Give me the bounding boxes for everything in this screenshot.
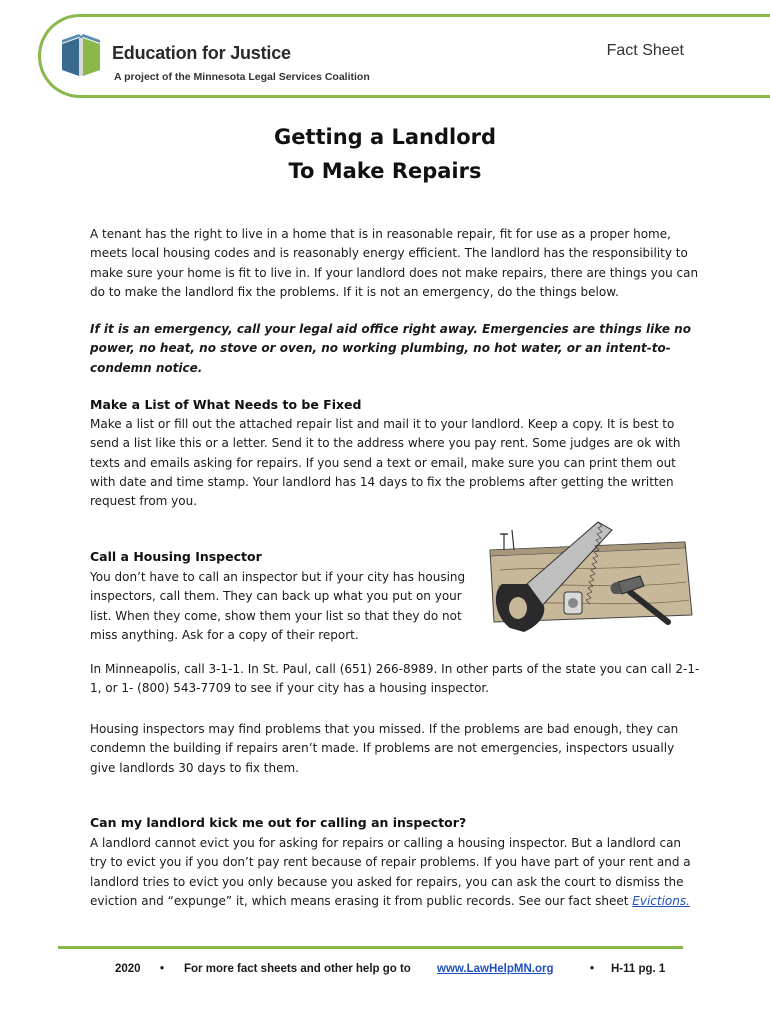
- emergency-paragraph: If it is an emergency, call your legal aid office right away. Emergencies are things like no power, no heat, no stove or oven, no working plumbing, no hot water, or an intent-to-condemn notice.: [90, 322, 691, 375]
- list-heading: Make a List of What Needs to be Fixed: [90, 397, 362, 412]
- evictions-link[interactable]: Evictions.: [632, 893, 690, 908]
- footer-url-link[interactable]: www.LawHelpMN.org: [437, 963, 554, 975]
- brand-name: Education for Justice: [112, 43, 291, 63]
- phone-numbers-paragraph: In Minneapolis, call 3-1-1. In St. Paul, call (651) 266-8989. In other parts of the state you can call 2-1-1, or 1- (800) 543-7709 to see if your city has a housing inspector.: [90, 662, 700, 696]
- inspector-heading: Call a Housing Inspector: [90, 549, 262, 564]
- footer-text: For more fact sheets and other help go to: [184, 963, 411, 975]
- footer-rule: [58, 946, 683, 949]
- saw-hammer-wood-illustration: [480, 520, 695, 640]
- title-line-1: Getting a Landlord: [273, 125, 497, 149]
- doc-type-label: Fact Sheet: [606, 42, 684, 59]
- brand-subtitle: A project of the Minnesota Legal Services Coalition: [114, 71, 370, 83]
- retaliation-text: A landlord cannot evict you for asking for repairs or calling a housing inspector. But a landlord can try to evict you if you don’t pay rent because of repair problems. If you have part of your rent and a landlord tries to evict you only because you asked for repairs, you can ask the court to dismiss the eviction and “expunge” it, which means erasing it from public records. See our fact sheet: [90, 836, 691, 908]
- page-title: [0, 120, 770, 188]
- inspector-problems-paragraph: Housing inspectors may find problems that you missed. If the problems are bad enough, they can condemn the building if repairs aren’t made. If problems are not emergencies, inspectors usually give landlords 30 days to fix them.: [90, 722, 679, 775]
- footer-bullet-1: •: [160, 963, 165, 975]
- retaliation-heading: Can my landlord kick me out for calling an inspector?: [90, 815, 467, 830]
- title-line-2: To Make Repairs: [288, 159, 482, 183]
- book-logo-icon: [58, 30, 104, 80]
- footer-year: 2020: [115, 963, 141, 975]
- inspector-paragraph: You don’t have to call an inspector but if your city has housing inspectors, call them. They can back up what you put on your list. When they come, show them your list so that they do not miss anything. Ask for a copy of their report.: [90, 570, 466, 642]
- footer-bullet-2: •: [590, 963, 595, 975]
- list-paragraph: Make a list or fill out the attached repair list and mail it to your landlord. Keep a copy. It is best to send a list like this or a letter. Send it to the address where you pay rent. Some judges are ok with texts and emails asking for repairs. If you send a text or email, make sure you can print them out with date and time stamp. Your landlord has 14 days to fix the problems after getting the written request from you.: [90, 417, 681, 509]
- footer-page: H-11 pg. 1: [611, 963, 666, 975]
- retaliation-paragraph: [90, 834, 700, 911]
- intro-paragraph: A tenant has the right to live in a home that is in reasonable repair, fit for use as a proper home, meets local housing codes and is reasonably energy efficient. The landlord has the responsibility to make sure your home is fit to live in. If your landlord does not make repairs, there are things you can do to make the landlord fix the problems. If it is not an emergency, do the things below.: [90, 227, 699, 299]
